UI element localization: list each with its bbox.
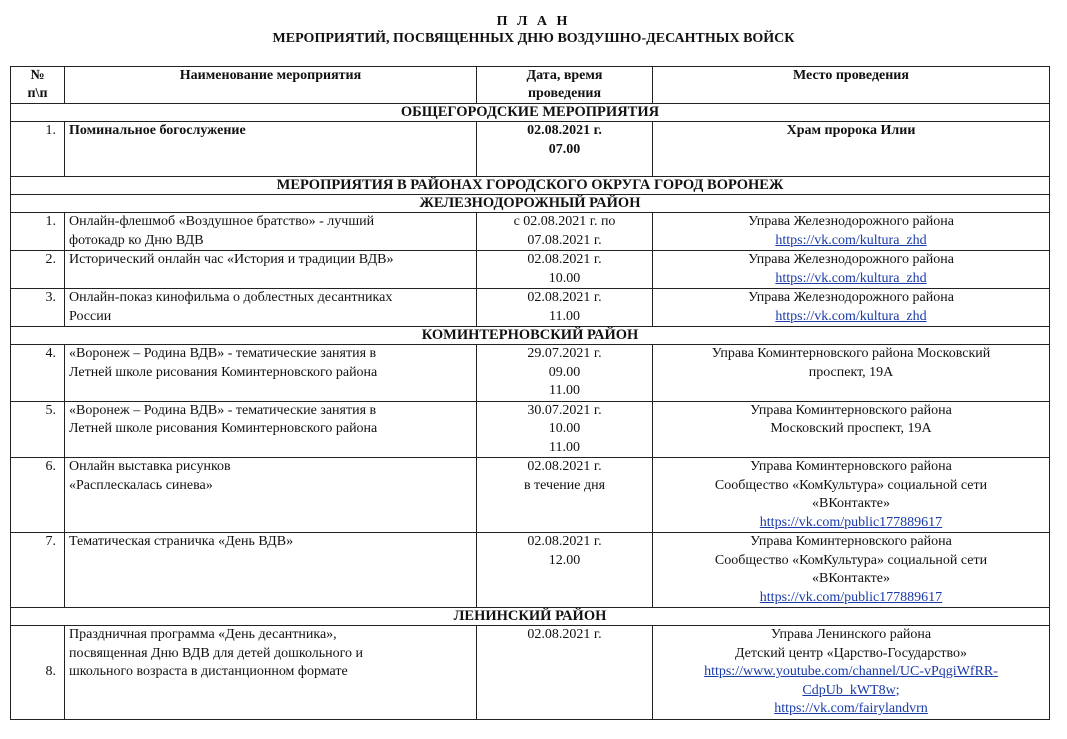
event-date: 30.07.2021 г. 10.00 11.00 [477,401,653,458]
event-name: Поминальное богослужение [65,122,477,177]
section-zhd: ЖЕЛЕЗНОДОРОЖНЫЙ РАЙОН [11,195,1050,213]
table-row [11,289,1050,327]
row-number: 1. [11,213,65,251]
section-row [11,608,1050,626]
vk-link[interactable]: https://vk.com/kultura_zhd [775,270,927,286]
header-name: Наименование мероприятия [65,67,477,104]
event-date: 02.08.2021 г. 11.00 [477,289,653,327]
event-place: Управа Ленинского района Детский центр «Царство-Государство» https://www.youtube.com/channel/UC-vPqgiWfRR- CdpUb_kWT8w; https://vk.com/fairylandvrn [653,626,1050,720]
table-row [11,626,1050,720]
event-name: «Воронеж – Родина ВДВ» - тематические занятия в Летней школе рисования Коминтерновского района [65,401,477,458]
row-number: 7. [11,533,65,608]
vk-link[interactable]: https://vk.com/public177889617 [759,589,943,605]
event-place: Управа Железнодорожного района https://vk.com/kultura_zhd [653,251,1050,289]
event-place: Управа Коминтерновского района Московский проспект, 19А [653,401,1050,458]
section-row [11,195,1050,213]
event-place: Управа Коминтерновского района Сообщество «КомКультура» социальной сети «ВКонтакте» https://vk.com/public177889617 [653,458,1050,533]
section-row [11,327,1050,345]
event-name: Онлайн-флешмоб «Воздушное братство» - лучший фотокадр ко Дню ВДВ [65,213,477,251]
event-date: 02.08.2021 г. [477,626,653,720]
event-place: Управа Коминтерновского района Сообщество «КомКультура» социальной сети «ВКонтакте» https://vk.com/public177889617 [653,533,1050,608]
vk-link[interactable]: https://vk.com/kultura_zhd [775,308,927,324]
table-row [11,533,1050,608]
vk-link[interactable]: https://vk.com/public177889617 [759,514,943,530]
events-table [10,66,1050,720]
table-row [11,122,1050,177]
vk-link[interactable]: https://vk.com/kultura_zhd [775,232,927,248]
row-number: 4. [11,345,65,402]
event-place: Храм пророка Илии [653,122,1050,177]
table-header-row [11,67,1050,104]
event-date: 02.08.2021 г. в течение дня [477,458,653,533]
table-row [11,458,1050,533]
event-name: Тематическая страничка «День ВДВ» [65,533,477,608]
table-row [11,345,1050,402]
vk-link[interactable]: https://vk.com/fairylandvrn [774,701,928,716]
event-name: «Воронеж – Родина ВДВ» - тематические занятия в Летней школе рисования Коминтерновского района [65,345,477,402]
event-name: Онлайн выставка рисунков «Расплескалась синева» [65,458,477,533]
section-row [11,177,1050,195]
event-name: Исторический онлайн час «История и традиции ВДВ» [65,251,477,289]
event-place: Управа Железнодорожного района https://vk.com/kultura_zhd [653,213,1050,251]
event-name: Онлайн-показ кинофильма о доблестных десантниках России [65,289,477,327]
event-place: Управа Железнодорожного района https://vk.com/kultura_zhd [653,289,1050,327]
header-place: Место проведения [653,67,1050,104]
section-komintern: КОМИНТЕРНОВСКИЙ РАЙОН [11,327,1050,345]
event-place: Управа Коминтерновского района Московский проспект, 19А [653,345,1050,402]
plan-title: П Л А Н [496,14,571,29]
table-row [11,213,1050,251]
event-name: Праздничная программа «День десантника», посвященная Дню ВДВ для детей дошкольного и школьного возраста в дистанционном формате [65,626,477,720]
table-row [11,251,1050,289]
event-date: 02.08.2021 г. 07.00 [477,122,653,177]
youtube-link[interactable]: https://www.youtube.com/channel/UC-vPqgiWfRR- CdpUb_kWT8w; [704,664,998,698]
section-lenin: ЛЕНИНСКИЙ РАЙОН [11,608,1050,626]
row-number: 5. [11,401,65,458]
header-number: № п\п [11,67,65,104]
event-date: 29.07.2021 г. 09.00 11.00 [477,345,653,402]
row-number: 6. [11,458,65,533]
row-number: 3. [11,289,65,327]
section-city: ОБЩЕГОРОДСКИЕ МЕРОПРИЯТИЯ [11,104,1050,122]
row-number: 1. [11,122,65,177]
plan-subtitle: МЕРОПРИЯТИЙ, ПОСВЯЩЕННЫХ ДНЮ ВОЗДУШНО-ДЕСАНТНЫХ ВОЙСК [272,31,795,46]
event-date: 02.08.2021 г. 12.00 [477,533,653,608]
row-number: 2. [11,251,65,289]
section-districts: МЕРОПРИЯТИЯ В РАЙОНАХ ГОРОДСКОГО ОКРУГА ГОРОД ВОРОНЕЖ [11,177,1050,195]
row-number: 8. [11,626,65,720]
event-date: 02.08.2021 г. 10.00 [477,251,653,289]
event-date: с 02.08.2021 г. по 07.08.2021 г. [477,213,653,251]
table-row [11,401,1050,458]
header-date: Дата, время проведения [477,67,653,104]
section-row [11,104,1050,122]
